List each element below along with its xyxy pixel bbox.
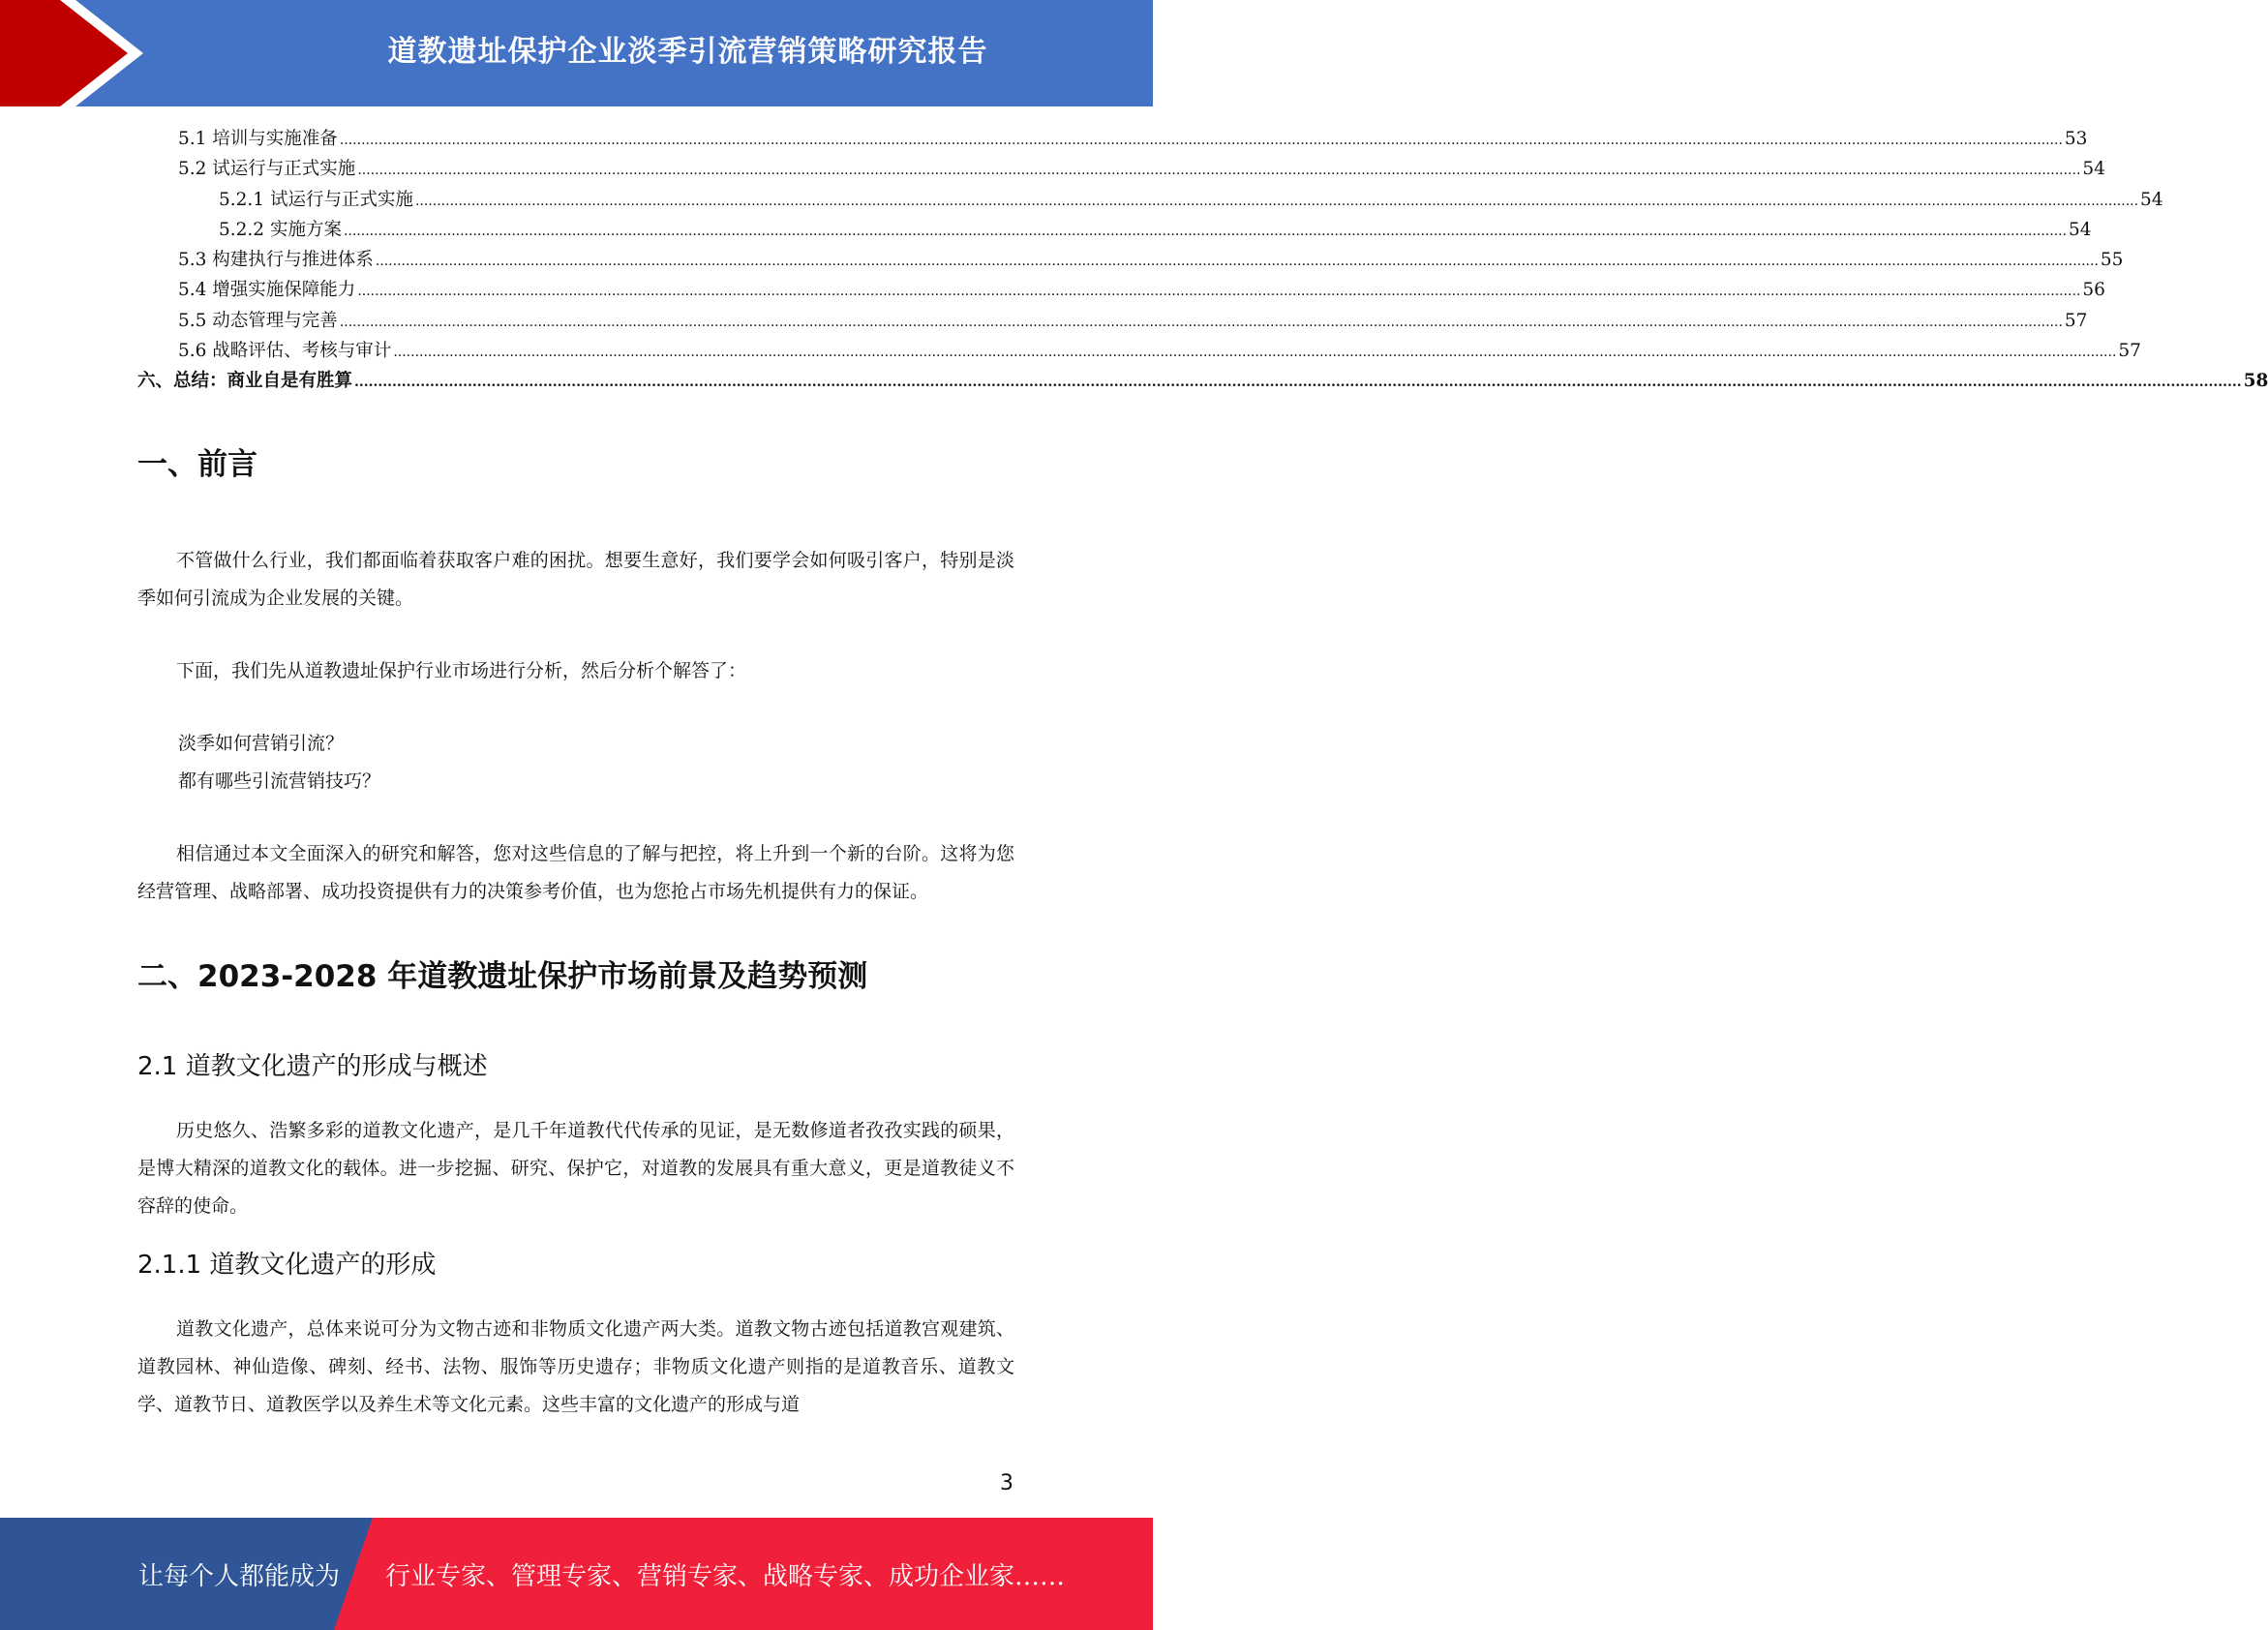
toc-entry[interactable]: [137, 336, 2141, 366]
table-of-contents: [137, 124, 2268, 397]
preface-question-1: 淡季如何营销引流？: [178, 732, 345, 754]
section-heading-preface: 一、前言: [137, 446, 257, 482]
section-heading-forecast: 二、2023-2028 年道教遗址保护市场前景及趋势预测: [137, 958, 868, 994]
toc-entry-label: 5.2 试运行与正式实施: [178, 159, 356, 180]
toc-entry-label: 5.2.2 实施方案: [219, 219, 342, 240]
toc-entry-label: 5.5 动态管理与完善: [178, 310, 338, 331]
toc-entry-label: 5.2.1 试运行与正式实施: [219, 189, 413, 210]
subsection-2-1-1-paragraph: 道教文化遗产，总体来说可分为文物古迹和非物质文化遗产两大类。道教文物古迹包括道教宫观建筑、道教园林、神仙造像、碑刻、经书、法物、服饰等历史遗存；非物质文化遗产则指的是道教音乐、道教文学、道教节日、道教医学以及养生术等文化元素。这些丰富的文化遗产的形成与道: [137, 1317, 1014, 1415]
footer-slogan-left: 让每个人都能成为: [138, 1561, 341, 1591]
toc-entry-label: 5.1 培训与实施准备: [178, 129, 338, 149]
toc-entry-label: 5.4 增强实施保障能力: [178, 280, 356, 301]
toc-entry-page: 57: [2118, 341, 2141, 362]
toc-entry[interactable]: [137, 306, 2088, 336]
toc-entry-page: 53: [2064, 129, 2088, 149]
toc-leader-dots: ................................................................................................................................................................................................................................................................................................................................................................................................................: [357, 163, 2081, 179]
toc-entry[interactable]: [137, 275, 2105, 305]
preface-paragraph-2: 下面，我们先从道教遗址保护行业市场进行分析，然后分析个解答了：: [176, 659, 747, 681]
toc-entry[interactable]: [137, 245, 2124, 275]
subsection-heading-2-1: 2.1 道教文化遗产的形成与概述: [137, 1051, 488, 1081]
page-footer: [0, 1518, 1153, 1630]
toc-leader-dots: ................................................................................................................................................................................................................................................................................................................................................................................................................: [393, 345, 2117, 361]
toc-leader-dots: ................................................................................................................................................................................................................................................................................................................................................................................................................: [339, 314, 2063, 330]
toc-entry[interactable]: [137, 215, 2092, 245]
footer-slogan-right: 行业专家、管理专家、营销专家、战略专家、成功企业家……: [385, 1561, 1066, 1591]
toc-entry[interactable]: [137, 124, 2088, 154]
page-header: [0, 0, 1153, 106]
subsection-2-1-paragraph: 历史悠久、浩繁多彩的道教文化遗产，是几千年道教代代传承的见证，是无数修道者孜孜实践的硕果，是博大精深的道教文化的载体。进一步挖掘、研究、保护它，对道教的发展具有重大意义，更是道教徒义不容辞的使命。: [137, 1119, 1014, 1217]
toc-entry-page: 58: [2243, 371, 2268, 392]
preface-paragraph-1: 不管做什么行业，我们都面临着获取客户难的困扰。想要生意好，我们要学会如何吸引客户，特别是淡季如何引流成为企业发展的关键。: [137, 549, 1014, 609]
page-number: 3: [1000, 1471, 1013, 1495]
toc-leader-dots: ................................................................................................................................................................................................................................................................................................................................................................................................................: [354, 375, 2242, 391]
report-title: 道教遗址保护企业淡季引流营销策略研究报告: [387, 35, 988, 69]
page-content: [137, 124, 2268, 1424]
subsection-heading-2-1-1: 2.1.1 道教文化遗产的形成: [137, 1250, 437, 1280]
toc-leader-dots: ................................................................................................................................................................................................................................................................................................................................................................................................................: [375, 254, 2099, 270]
toc-leader-dots: ................................................................................................................................................................................................................................................................................................................................................................................................................: [343, 223, 2068, 239]
toc-entry-page: 54: [2069, 219, 2092, 240]
toc-entry-label: 5.3 构建执行与推进体系: [178, 250, 374, 271]
toc-entry-page: 54: [2082, 159, 2105, 180]
toc-entry[interactable]: [137, 366, 2268, 396]
toc-entry-page: 56: [2082, 280, 2105, 301]
toc-entry-page: 54: [2140, 189, 2163, 210]
preface-question-2: 都有哪些引流营销技巧？: [178, 770, 381, 792]
toc-entry[interactable]: [137, 185, 2163, 215]
toc-leader-dots: ................................................................................................................................................................................................................................................................................................................................................................................................................: [357, 284, 2081, 300]
toc-entry-label: 六、总结：商业自是有胜算: [137, 371, 353, 392]
header-arrow-decoration: [0, 0, 155, 106]
toc-entry[interactable]: [137, 154, 2105, 184]
toc-entry-page: 55: [2100, 250, 2124, 271]
toc-leader-dots: ................................................................................................................................................................................................................................................................................................................................................................................................................: [339, 133, 2063, 148]
toc-leader-dots: ................................................................................................................................................................................................................................................................................................................................................................................................................: [414, 193, 2139, 209]
toc-entry-label: 5.6 战略评估、考核与审计: [178, 341, 392, 362]
toc-entry-page: 57: [2064, 310, 2088, 331]
preface-paragraph-3: 相信通过本文全面深入的研究和解答，您对这些信息的了解与把控，将上升到一个新的台阶。这将为您经营管理、战略部署、成功投资提供有力的决策参考价值，也为您抢占市场先机提供有力的保证。: [137, 842, 1014, 902]
